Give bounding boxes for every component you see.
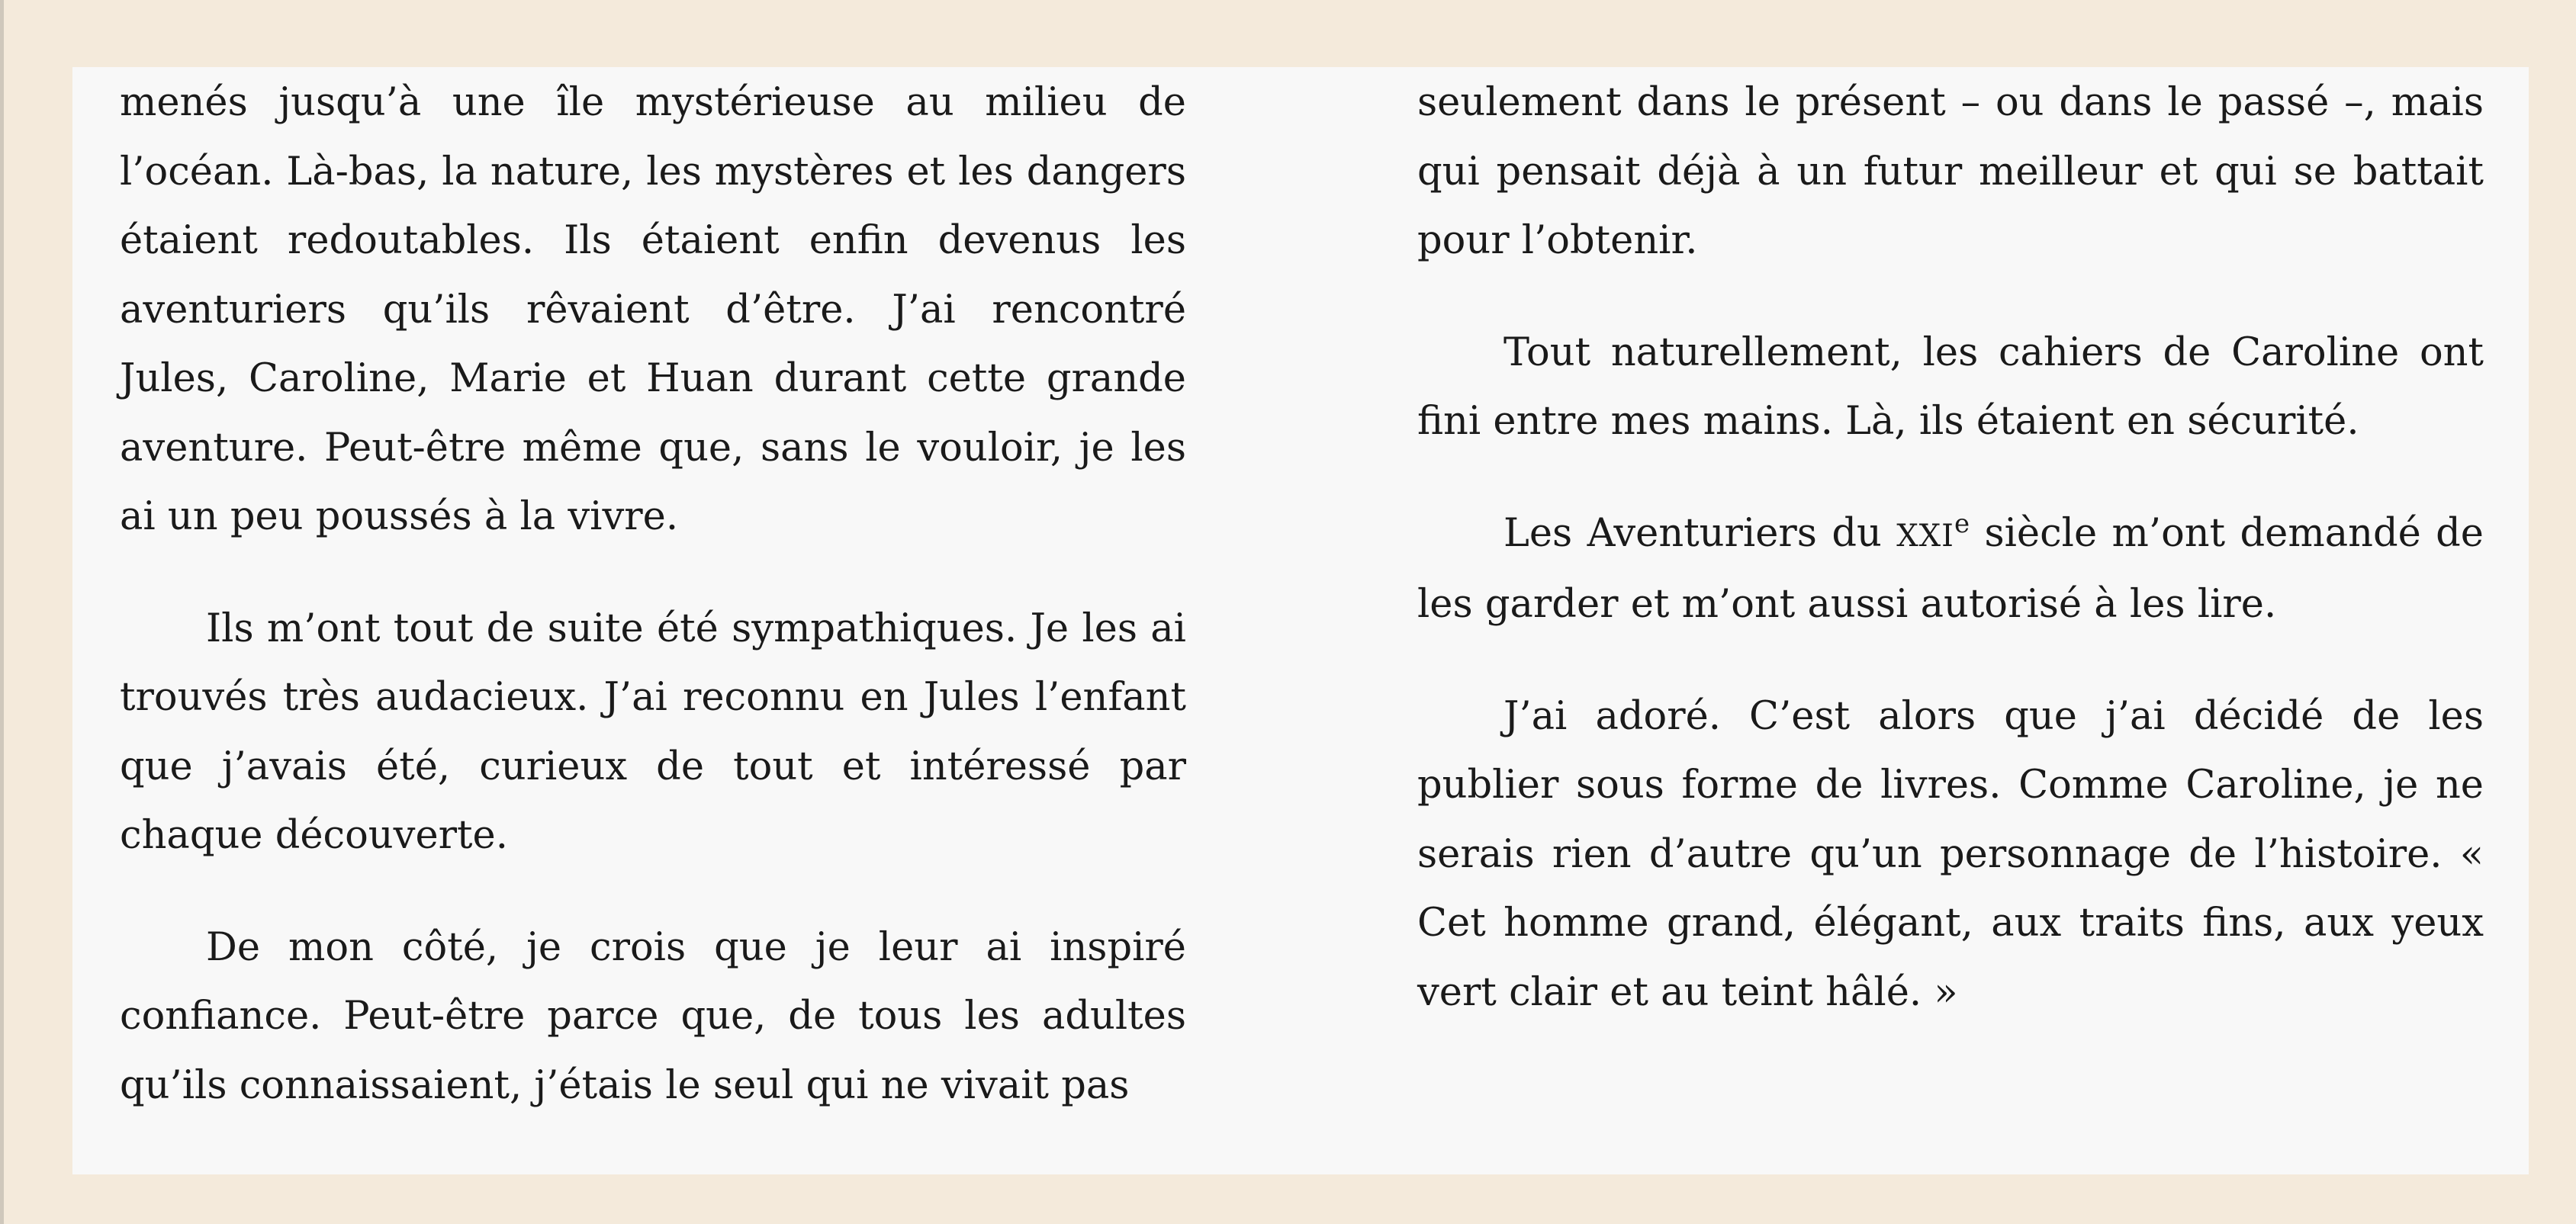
left-page	[120, 69, 1186, 1163]
book-spread	[72, 67, 2529, 1174]
paragraph	[1417, 500, 2484, 640]
text-run: Les Aventuriers du	[1503, 510, 1897, 556]
paragraph: seulement dans le présent – ou dans le passé –, mais qui pensait déjà à un futur meilleur et qui se battait pour l’obtenir.	[1417, 80, 2484, 263]
paragraph: Ils m’ont tout de suite été sympathiques. Je les ai trouvés très audacieux. J’ai reconnu en Jules l’enfant que j’avais été, curieux de tout et intéressé par chaque découverte.	[120, 606, 1186, 858]
text-run: siècle m’ont demandé de les garder et m’ont aussi autorisé à les lire.	[1417, 510, 2484, 627]
paragraph: J’ai adoré. C’est alors que j’ai décidé de les publier sous forme de livres. Comme Caroline, je ne serais rien d’autre qu’un personnage de l’histoire. « Cet homme grand, élégant, aux traits fins, aux yeux vert clair et au teint hâlé. »	[1417, 693, 2484, 1015]
right-page	[1417, 69, 2484, 1070]
century-numeral: XXI	[1896, 518, 1954, 554]
window-edge	[0, 0, 4, 1224]
paragraph: menés jusqu’à une île mystérieuse au milieu de l’océan. Là-bas, la nature, les mystères et les dangers étaient redoutables. Ils étaient enfin devenus les aventuriers qu’ils rêvaient d’être. J’ai rencontré Jules, Caroline, Marie et Huan durant cette grande aventure. Peut-être même que, sans le vouloir, je les ai un peu poussés à la vivre.	[120, 80, 1186, 539]
superscript: e	[1954, 508, 1970, 539]
paragraph: De mon côté, je crois que je leur ai inspiré confiance. Peut-être parce que, de tous les adultes qu’ils connaissaient, j’étais le seul qui ne vivait pas	[120, 924, 1186, 1108]
paragraph: Tout naturellement, les cahiers de Caroline ont fini entre mes mains. Là, ils étaient en sécurité.	[1417, 329, 2484, 444]
